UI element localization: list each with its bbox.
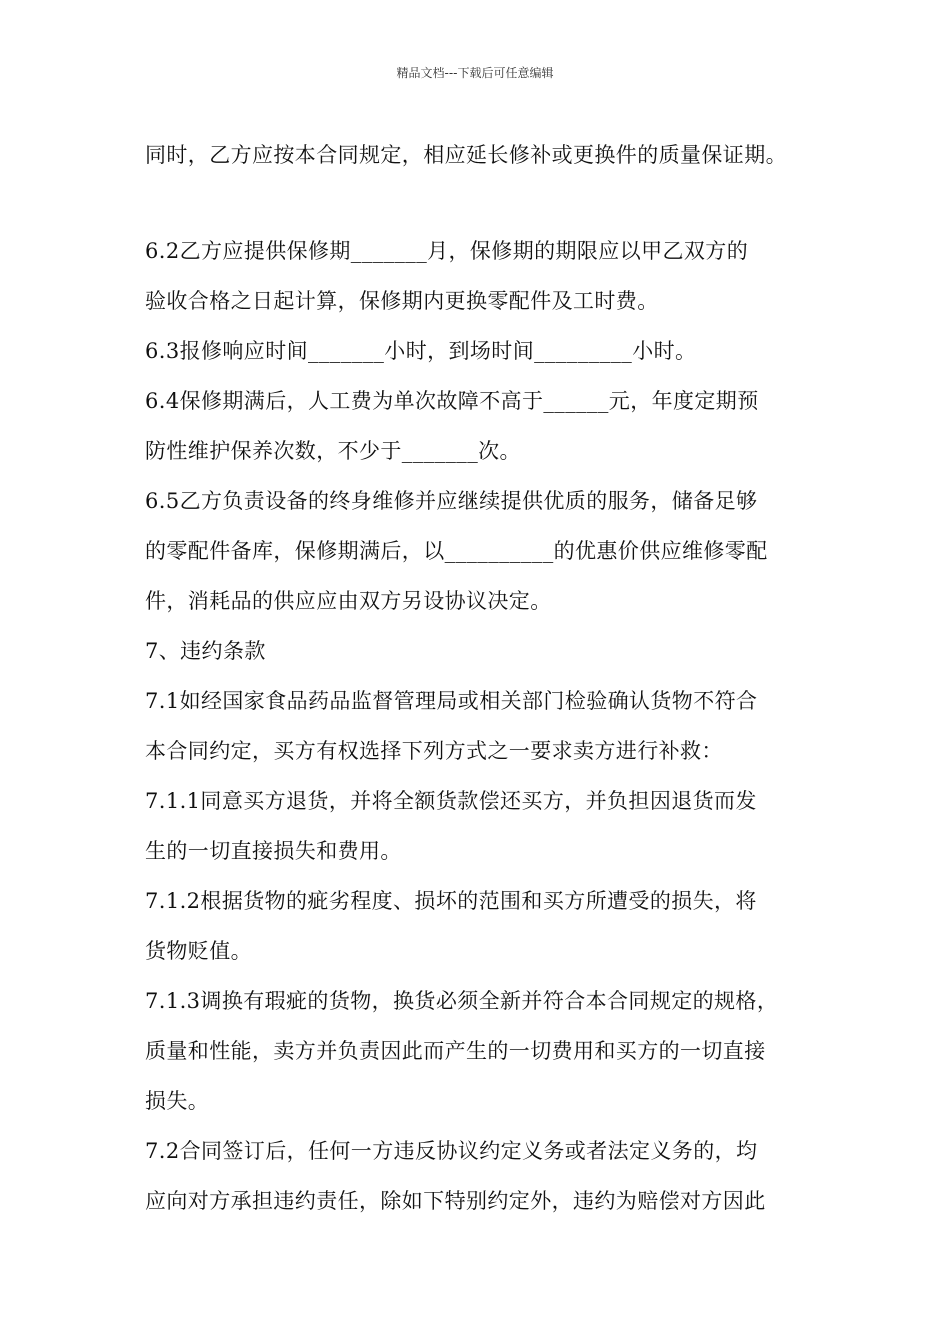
text-line: 7.1.1同意买方退货，并将全额货款偿还买方，并负担因退货而发 <box>145 789 757 813</box>
section-heading: 7、违约条款 <box>145 639 266 663</box>
text-line: 同时，乙方应按本合同规定，相应延长修补或更换件的质量保证期。 <box>145 143 787 167</box>
document-body <box>145 130 835 1226</box>
text-line: 件，消耗品的供应应由双方另设协议决定。 <box>145 589 552 613</box>
text-line: 6.5乙方负责设备的终身维修并应继续提供优质的服务，储备足够 <box>145 489 758 513</box>
text-line: 货物贬值。 <box>145 939 252 963</box>
text-line: 7.1如经国家食品药品监督管理局或相关部门检验确认货物不符合 <box>145 689 758 713</box>
text-line: 损失。 <box>145 1089 210 1113</box>
text-line: 6.2乙方应提供保修期_______月，保修期的期限应以甲乙双方的 <box>145 239 749 263</box>
text-line: 7.1.3调换有瑕疵的货物，换货必须全新并符合本合同规定的规格， <box>145 989 779 1013</box>
text-line: 验收合格之日起计算，保修期内更换零配件及工时费。 <box>145 289 659 313</box>
text-line: 的零配件备库，保修期满后，以__________的优惠价供应维修零配 <box>145 539 768 563</box>
text-line: 7.1.2根据货物的疵劣程度、损坏的范围和买方所遭受的损失，将 <box>145 889 757 913</box>
text-line: 本合同约定，买方有权选择下列方式之一要求卖方进行补救： <box>145 739 723 763</box>
text-line: 质量和性能，卖方并负责因此而产生的一切费用和买方的一切直接 <box>145 1039 766 1063</box>
text-line: 7.2合同签订后，任何一方违反协议约定义务或者法定义务的，均 <box>145 1139 758 1163</box>
text-line: 应向对方承担违约责任，除如下特别约定外，违约为赔偿对方因此 <box>145 1189 766 1213</box>
text-line: 6.4保修期满后，人工费为单次故障不高于______元，年度定期预 <box>145 389 759 413</box>
text-line: 生的一切直接损失和费用。 <box>145 839 402 863</box>
paragraph-gap <box>145 180 835 226</box>
text-line: 6.3报修响应时间_______小时，到场时间_________小时。 <box>145 339 697 363</box>
text-line: 防性维护保养次数，不少于_______次。 <box>145 439 521 463</box>
page-header: 精品文档---下载后可任意编辑 <box>396 66 554 80</box>
